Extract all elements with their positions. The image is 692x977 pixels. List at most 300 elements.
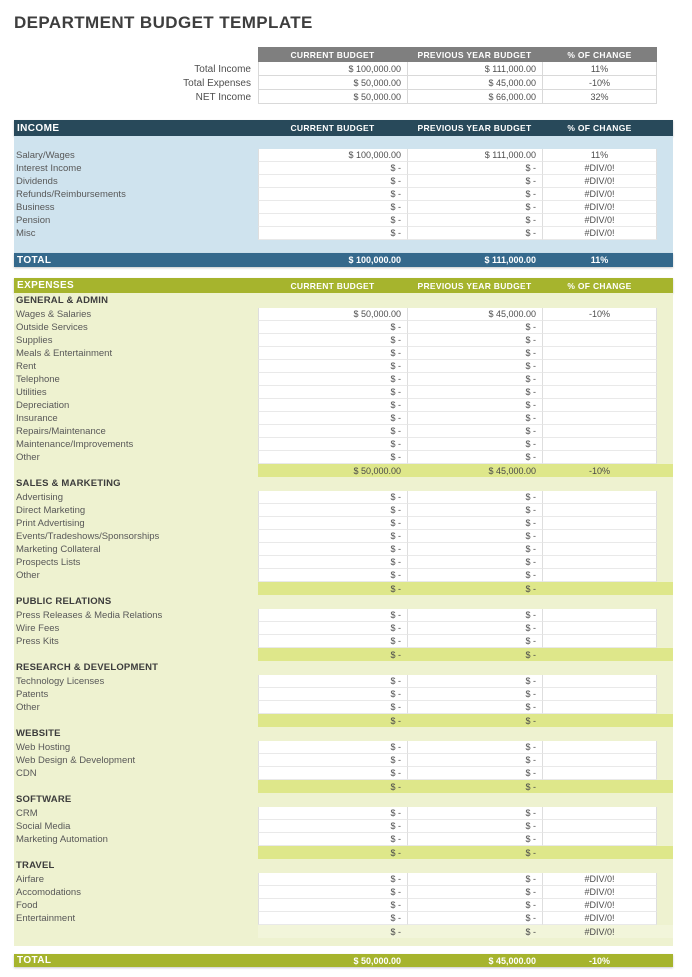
spacer: [407, 859, 542, 872]
current-budget-cell[interactable]: $ 100,000.00: [258, 62, 407, 76]
previous-budget-cell[interactable]: $ -: [407, 622, 542, 635]
spacer: [657, 386, 673, 399]
summary-row: [14, 62, 673, 76]
subtotal-current-cell[interactable]: $ -: [258, 780, 407, 793]
previous-budget-cell[interactable]: $ 45,000.00: [407, 308, 542, 321]
change-cell[interactable]: [542, 688, 657, 701]
spacer: [657, 661, 673, 674]
change-cell[interactable]: [542, 321, 657, 334]
row-label: Insurance: [16, 413, 58, 424]
previous-budget-cell[interactable]: $ -: [407, 227, 542, 240]
spacer: [657, 425, 673, 438]
spacer: [657, 780, 673, 793]
summary-row: [14, 90, 673, 104]
change-cell[interactable]: 32%: [542, 90, 657, 104]
total-change-cell[interactable]: -10%: [588, 955, 610, 966]
spacer: [657, 188, 673, 201]
income-body: [14, 136, 673, 253]
previous-budget-cell[interactable]: $ -: [407, 741, 542, 754]
previous-budget-cell[interactable]: $ -: [407, 425, 542, 438]
table-row: [14, 767, 673, 780]
table-row: [14, 635, 673, 648]
total-previous-cell[interactable]: $ 45,000.00: [488, 955, 536, 966]
spacer: [657, 47, 673, 62]
subtotal-previous-cell[interactable]: $ -: [407, 648, 542, 661]
previous-budget-cell[interactable]: $ -: [407, 491, 542, 504]
table-row: [14, 807, 673, 820]
current-budget-cell[interactable]: $ -: [258, 635, 407, 648]
row-label: Events/Tradeshows/Sponsorships: [16, 531, 160, 542]
change-cell[interactable]: #DIV/0!: [542, 886, 657, 899]
current-budget-cell[interactable]: $ -: [258, 543, 407, 556]
expense-category-sales-marketing: [14, 477, 673, 595]
current-budget-cell[interactable]: $ -: [258, 386, 407, 399]
change-cell[interactable]: [542, 347, 657, 360]
subtotal-previous-cell[interactable]: $ -: [407, 846, 542, 859]
table-row: [14, 912, 673, 925]
current-budget-cell[interactable]: $ -: [258, 701, 407, 714]
subtotal-previous-cell[interactable]: $ -: [407, 582, 542, 595]
current-budget-cell[interactable]: $ -: [258, 175, 407, 188]
change-cell[interactable]: #DIV/0!: [542, 227, 657, 240]
change-cell[interactable]: -10%: [542, 76, 657, 90]
spacer: [657, 373, 673, 386]
change-cell[interactable]: [542, 741, 657, 754]
spacer: [657, 807, 673, 820]
change-cell[interactable]: #DIV/0!: [542, 175, 657, 188]
previous-budget-cell[interactable]: $ -: [407, 504, 542, 517]
category-header-row: [14, 661, 673, 674]
spacer: [407, 793, 542, 806]
current-budget-cell[interactable]: $ -: [258, 530, 407, 543]
spacer: [657, 175, 673, 188]
current-budget-cell[interactable]: $ -: [258, 873, 407, 886]
spacer: [657, 90, 673, 104]
expenses-total-row: [14, 954, 673, 967]
expenses-section-title: EXPENSES: [17, 280, 75, 291]
summary-row: [14, 76, 673, 90]
change-cell[interactable]: [542, 373, 657, 386]
category-header-row: [14, 595, 673, 608]
subtotal-current-cell[interactable]: $ -: [258, 582, 407, 595]
change-cell[interactable]: 11%: [542, 149, 657, 162]
current-budget-cell[interactable]: $ -: [258, 912, 407, 925]
row-label: Refunds/Reimbursements: [16, 189, 126, 200]
current-budget-cell[interactable]: $ -: [258, 425, 407, 438]
subtotal-change-cell[interactable]: -10%: [542, 464, 657, 477]
spacer: [657, 714, 673, 727]
row-label: Meals & Entertainment: [16, 348, 113, 359]
current-budget-cell[interactable]: $ -: [258, 807, 407, 820]
previous-budget-cell[interactable]: $ -: [407, 833, 542, 846]
current-budget-cell[interactable]: $ -: [258, 820, 407, 833]
spacer: [657, 201, 673, 214]
row-label: CDN: [16, 768, 37, 779]
previous-budget-cell[interactable]: $ -: [407, 399, 542, 412]
subtotal-current-cell[interactable]: $ -: [258, 648, 407, 661]
spacer: [14, 582, 258, 595]
current-budget-cell[interactable]: $ 50,000.00: [258, 76, 407, 90]
previous-budget-cell[interactable]: $ -: [407, 899, 542, 912]
expense-category-research-development: [14, 661, 673, 727]
table-row: [14, 833, 673, 846]
change-cell[interactable]: [542, 833, 657, 846]
change-cell[interactable]: [542, 386, 657, 399]
row-label: Pension: [16, 215, 51, 226]
subtotal-previous-cell[interactable]: $ -: [407, 780, 542, 793]
previous-budget-cell[interactable]: $ -: [407, 360, 542, 373]
current-budget-cell[interactable]: $ 50,000.00: [258, 90, 407, 104]
subtotal-row: [14, 925, 673, 938]
previous-budget-cell[interactable]: $ -: [407, 873, 542, 886]
table-row: [14, 373, 673, 386]
change-cell[interactable]: [542, 635, 657, 648]
change-cell[interactable]: [542, 767, 657, 780]
previous-budget-cell[interactable]: $ -: [407, 569, 542, 582]
previous-budget-cell[interactable]: $ -: [407, 451, 542, 464]
total-current-cell[interactable]: $ 50,000.00: [353, 955, 401, 966]
spacer: [657, 543, 673, 556]
spacer: [657, 464, 673, 477]
change-cell[interactable]: [542, 701, 657, 714]
spacer: [407, 727, 542, 740]
change-cell[interactable]: [542, 754, 657, 767]
spacer: [258, 859, 407, 872]
subtotal-change-cell[interactable]: [542, 582, 657, 595]
previous-budget-cell[interactable]: $ -: [407, 162, 542, 175]
current-budget-cell[interactable]: $ -: [258, 438, 407, 451]
previous-budget-cell[interactable]: $ -: [407, 688, 542, 701]
table-row: [14, 334, 673, 347]
previous-budget-cell[interactable]: $ 111,000.00: [407, 62, 542, 76]
table-row: [14, 399, 673, 412]
change-cell[interactable]: 11%: [542, 62, 657, 76]
table-row: [14, 886, 673, 899]
subtotal-change-cell[interactable]: [542, 780, 657, 793]
row-label: Supplies: [16, 335, 53, 346]
category-name: TRAVEL: [16, 860, 55, 871]
previous-budget-cell[interactable]: $ -: [407, 675, 542, 688]
change-cell[interactable]: [542, 675, 657, 688]
current-budget-cell[interactable]: $ -: [258, 201, 407, 214]
current-budget-cell[interactable]: $ -: [258, 899, 407, 912]
change-cell[interactable]: #DIV/0!: [542, 912, 657, 925]
expenses-body: [14, 293, 673, 946]
spacer: [14, 47, 258, 62]
table-row: [14, 175, 673, 188]
current-budget-cell[interactable]: $ -: [258, 556, 407, 569]
table-row: [14, 543, 673, 556]
category-name: SOFTWARE: [16, 794, 72, 805]
previous-budget-cell[interactable]: $ -: [407, 767, 542, 780]
change-cell[interactable]: [542, 504, 657, 517]
row-label: Telephone: [16, 374, 60, 385]
subtotal-current-cell[interactable]: $ -: [258, 846, 407, 859]
previous-budget-cell[interactable]: $ -: [407, 807, 542, 820]
spacer: [657, 701, 673, 714]
current-budget-cell[interactable]: $ -: [258, 622, 407, 635]
spacer: [657, 754, 673, 767]
previous-budget-cell[interactable]: $ 111,000.00: [407, 149, 542, 162]
change-cell[interactable]: [542, 530, 657, 543]
current-budget-cell[interactable]: $ -: [258, 688, 407, 701]
previous-budget-cell[interactable]: $ -: [407, 556, 542, 569]
change-cell[interactable]: [542, 412, 657, 425]
previous-budget-cell[interactable]: $ -: [407, 321, 542, 334]
spacer: [657, 635, 673, 648]
table-row: [14, 899, 673, 912]
spacer: [657, 582, 673, 595]
spacer: [14, 714, 258, 727]
previous-budget-cell[interactable]: $ -: [407, 517, 542, 530]
spacer: [542, 793, 657, 806]
change-cell[interactable]: [542, 543, 657, 556]
previous-budget-cell[interactable]: $ -: [407, 754, 542, 767]
subtotal-previous-cell[interactable]: $ -: [407, 714, 542, 727]
change-cell[interactable]: [542, 360, 657, 373]
subtotal-change-cell[interactable]: [542, 714, 657, 727]
current-budget-cell[interactable]: $ 100,000.00: [258, 149, 407, 162]
category-name: GENERAL & ADMIN: [16, 295, 109, 306]
table-row: [14, 873, 673, 886]
previous-budget-cell[interactable]: $ -: [407, 530, 542, 543]
col-header-previous-year-budget: PREVIOUS YEAR BUDGET: [417, 123, 532, 133]
spacer: [657, 727, 673, 740]
previous-budget-cell[interactable]: $ -: [407, 701, 542, 714]
change-cell[interactable]: #DIV/0!: [542, 201, 657, 214]
spacer: [657, 517, 673, 530]
expense-category-public-relations: [14, 595, 673, 661]
previous-budget-cell[interactable]: $ 66,000.00: [407, 90, 542, 104]
spacer: [657, 491, 673, 504]
category-header-row: [14, 294, 673, 307]
current-budget-cell[interactable]: $ -: [258, 675, 407, 688]
total-label: TOTAL: [17, 955, 52, 966]
spacer: [657, 227, 673, 240]
spacer: [657, 347, 673, 360]
change-cell[interactable]: [542, 807, 657, 820]
change-cell[interactable]: [542, 334, 657, 347]
spacer: [258, 793, 407, 806]
current-budget-cell[interactable]: $ -: [258, 504, 407, 517]
table-row: [14, 201, 673, 214]
spacer: [657, 569, 673, 582]
category-header-row: [14, 793, 673, 806]
current-budget-cell[interactable]: $ -: [258, 569, 407, 582]
current-budget-cell[interactable]: $ -: [258, 491, 407, 504]
previous-budget-cell[interactable]: $ -: [407, 201, 542, 214]
change-cell[interactable]: [542, 399, 657, 412]
current-budget-cell[interactable]: $ -: [258, 334, 407, 347]
previous-budget-cell[interactable]: $ -: [407, 912, 542, 925]
change-cell[interactable]: #DIV/0!: [542, 873, 657, 886]
previous-budget-cell[interactable]: $ -: [407, 347, 542, 360]
current-budget-cell[interactable]: $ -: [258, 360, 407, 373]
current-budget-cell[interactable]: $ -: [258, 227, 407, 240]
change-cell[interactable]: [542, 556, 657, 569]
change-cell[interactable]: [542, 451, 657, 464]
category-header-row: [14, 727, 673, 740]
table-row: [14, 425, 673, 438]
change-cell[interactable]: -10%: [542, 308, 657, 321]
row-label: Social Media: [16, 821, 71, 832]
subtotal-current-cell[interactable]: $ 50,000.00: [258, 464, 407, 477]
spacer: [258, 595, 407, 608]
current-budget-cell[interactable]: $ -: [258, 833, 407, 846]
spacer: [657, 675, 673, 688]
table-row: [14, 622, 673, 635]
subtotal-previous-cell[interactable]: $ 45,000.00: [407, 464, 542, 477]
spacer: [657, 278, 673, 293]
col-header-percent-change: % OF CHANGE: [567, 123, 632, 133]
row-label: Prospects Lists: [16, 557, 81, 568]
table-row: [14, 504, 673, 517]
spacer: [14, 780, 258, 793]
total-change-cell[interactable]: 11%: [590, 255, 609, 265]
current-budget-cell[interactable]: $ -: [258, 162, 407, 175]
spacer: [657, 793, 673, 806]
income-header-row: [14, 120, 673, 136]
spacer: [657, 321, 673, 334]
previous-budget-cell[interactable]: $ -: [407, 438, 542, 451]
current-budget-cell[interactable]: $ -: [258, 451, 407, 464]
spacer: [657, 451, 673, 464]
row-label: Press Releases & Media Relations: [16, 610, 163, 621]
subtotal-change-cell[interactable]: #DIV/0!: [542, 925, 657, 938]
subtotal-previous-cell[interactable]: $ -: [407, 925, 542, 938]
row-label: Other: [16, 452, 40, 463]
row-label: Utilities: [16, 387, 47, 398]
table-row: [14, 386, 673, 399]
current-budget-cell[interactable]: $ -: [258, 741, 407, 754]
spacer: [657, 294, 673, 307]
change-cell[interactable]: [542, 425, 657, 438]
current-budget-cell[interactable]: $ -: [258, 399, 407, 412]
previous-budget-cell[interactable]: $ -: [407, 635, 542, 648]
current-budget-cell[interactable]: $ -: [258, 321, 407, 334]
spacer: [542, 859, 657, 872]
row-label: Total Income: [194, 63, 251, 75]
row-label: Patents: [16, 689, 49, 700]
table-row: [14, 569, 673, 582]
spacer: [14, 464, 258, 477]
current-budget-cell[interactable]: $ -: [258, 767, 407, 780]
row-label: Outside Services: [16, 322, 88, 333]
subtotal-change-cell[interactable]: [542, 648, 657, 661]
total-current-cell[interactable]: $ 100,000.00: [348, 255, 401, 265]
current-budget-cell[interactable]: $ -: [258, 754, 407, 767]
spacer: [657, 504, 673, 517]
previous-budget-cell[interactable]: $ -: [407, 543, 542, 556]
change-cell[interactable]: #DIV/0!: [542, 162, 657, 175]
spacer: [407, 661, 542, 674]
table-row: [14, 820, 673, 833]
category-header-row: [14, 477, 673, 490]
spacer: [542, 727, 657, 740]
change-cell[interactable]: [542, 491, 657, 504]
change-cell[interactable]: #DIV/0!: [542, 899, 657, 912]
current-budget-cell[interactable]: $ -: [258, 517, 407, 530]
table-row: [14, 688, 673, 701]
previous-budget-cell[interactable]: $ -: [407, 609, 542, 622]
row-label: NET Income: [195, 91, 251, 103]
subtotal-row: [14, 714, 673, 727]
row-label: Business: [16, 202, 55, 213]
spacer: [258, 294, 407, 307]
previous-budget-cell[interactable]: $ 45,000.00: [407, 76, 542, 90]
spacer: [657, 859, 673, 872]
table-row: [14, 741, 673, 754]
previous-budget-cell[interactable]: $ -: [407, 386, 542, 399]
spacer: [657, 360, 673, 373]
previous-budget-cell[interactable]: $ -: [407, 373, 542, 386]
change-cell[interactable]: [542, 517, 657, 530]
col-header-previous-year-budget: PREVIOUS YEAR BUDGET: [417, 280, 532, 291]
spacer: [542, 595, 657, 608]
spacer: [657, 833, 673, 846]
previous-budget-cell[interactable]: $ -: [407, 820, 542, 833]
subtotal-current-cell[interactable]: $ -: [258, 714, 407, 727]
spacer: [657, 214, 673, 227]
col-header-percent-change: % OF CHANGE: [542, 47, 657, 62]
table-row: [14, 517, 673, 530]
spacer: [657, 595, 673, 608]
current-budget-cell[interactable]: $ -: [258, 347, 407, 360]
change-cell[interactable]: [542, 622, 657, 635]
current-budget-cell[interactable]: $ -: [258, 412, 407, 425]
current-budget-cell[interactable]: $ -: [258, 886, 407, 899]
change-cell[interactable]: #DIV/0!: [542, 188, 657, 201]
spacer: [657, 308, 673, 321]
previous-budget-cell[interactable]: $ -: [407, 334, 542, 347]
category-header-row: [14, 859, 673, 872]
subtotal-current-cell[interactable]: $ -: [258, 925, 407, 938]
previous-budget-cell[interactable]: $ -: [407, 214, 542, 227]
spacer: [14, 846, 258, 859]
table-row: [14, 308, 673, 321]
change-cell[interactable]: [542, 569, 657, 582]
col-header-previous-year-budget: PREVIOUS YEAR BUDGET: [407, 47, 542, 62]
current-budget-cell[interactable]: $ -: [258, 609, 407, 622]
spacer: [657, 609, 673, 622]
page-title: DEPARTMENT BUDGET TEMPLATE: [14, 13, 313, 32]
current-budget-cell[interactable]: $ -: [258, 188, 407, 201]
current-budget-cell[interactable]: $ 50,000.00: [258, 308, 407, 321]
spacer: [657, 399, 673, 412]
previous-budget-cell[interactable]: $ -: [407, 886, 542, 899]
change-cell[interactable]: [542, 438, 657, 451]
previous-budget-cell[interactable]: $ -: [407, 188, 542, 201]
subtotal-change-cell[interactable]: [542, 846, 657, 859]
total-previous-cell[interactable]: $ 111,000.00: [484, 255, 536, 265]
row-label: Advertising: [16, 492, 63, 503]
previous-budget-cell[interactable]: $ -: [407, 175, 542, 188]
table-row: [14, 149, 673, 162]
current-budget-cell[interactable]: $ -: [258, 214, 407, 227]
row-label: Interest Income: [16, 163, 82, 174]
change-cell[interactable]: [542, 609, 657, 622]
table-row: [14, 188, 673, 201]
change-cell[interactable]: [542, 820, 657, 833]
spacer: [657, 622, 673, 635]
current-budget-cell[interactable]: $ -: [258, 373, 407, 386]
income-total-row: [14, 253, 673, 267]
table-row: [14, 556, 673, 569]
row-label: Wire Fees: [16, 623, 60, 634]
previous-budget-cell[interactable]: $ -: [407, 412, 542, 425]
spacer: [657, 162, 673, 175]
change-cell[interactable]: #DIV/0!: [542, 214, 657, 227]
